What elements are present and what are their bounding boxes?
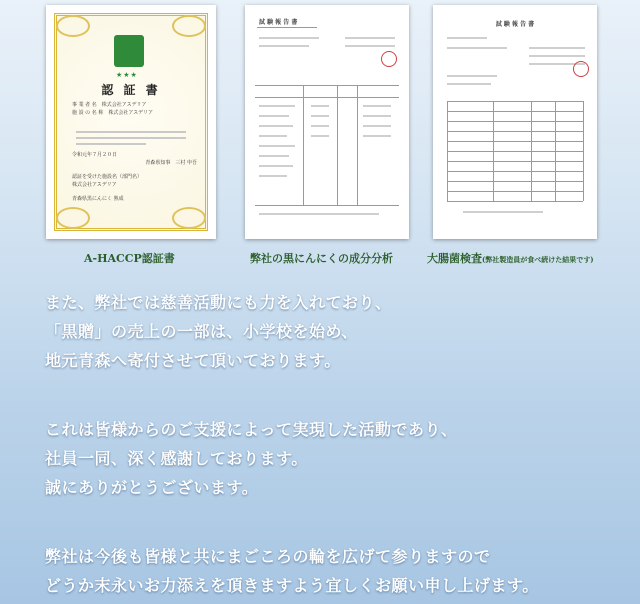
table-rule — [447, 111, 583, 112]
ornament-icon — [56, 15, 90, 37]
certificate-line: 事 業 者 名 株式会社アスデリア — [72, 102, 147, 108]
text-line — [447, 83, 491, 85]
rule — [257, 27, 317, 28]
certificate-title: 認 証 書 — [101, 83, 161, 97]
table-rule — [447, 101, 583, 102]
caption-haccp: A-HACCP認証書 — [84, 252, 175, 265]
report-title: 試 験 報 告 書 — [495, 21, 535, 28]
table-rule — [447, 201, 583, 202]
text-line — [363, 125, 391, 127]
text-line — [311, 125, 329, 127]
table-rule — [447, 161, 583, 162]
caption-composition: 弊社の黒にんにくの成分分析 — [250, 252, 393, 265]
text-line — [311, 115, 329, 117]
message-body — [45, 288, 635, 600]
seal-icon — [381, 51, 397, 67]
composition-analysis-image — [245, 5, 409, 239]
spacer — [45, 502, 635, 542]
table-rule — [447, 121, 583, 122]
text-line — [259, 145, 295, 147]
text-line — [311, 105, 329, 107]
table-rule — [447, 131, 583, 132]
table-rule — [447, 151, 583, 152]
ornament-icon — [56, 207, 90, 229]
caption-coliform-main: 大腸菌検査 — [427, 252, 482, 265]
certificate-text — [72, 151, 197, 203]
text-line — [529, 47, 585, 49]
star-icons: ★★★ — [116, 71, 138, 79]
table-rule — [447, 181, 583, 182]
text-line — [447, 37, 487, 39]
text-line — [259, 213, 379, 215]
table-rule — [447, 191, 583, 192]
paragraph-charity — [45, 288, 635, 375]
certificate-line: 施 設 の 名 称 株式会社アスデリア — [72, 110, 154, 116]
certificate-line: 株式会社アスデリア — [72, 182, 117, 188]
text-line — [259, 175, 287, 177]
text-line — [363, 105, 391, 107]
text-line — [76, 143, 146, 145]
document-gallery — [0, 0, 640, 270]
table-rule — [447, 141, 583, 142]
table-rule — [493, 101, 494, 201]
text-line — [259, 155, 289, 157]
text-line — [259, 37, 319, 39]
certificate-line: 令和元年７月２０日 — [72, 152, 118, 158]
paragraph-thanks — [45, 415, 635, 502]
text-line — [529, 55, 585, 57]
text-line — [345, 45, 395, 47]
report-title: 試 験 報 告 書 — [259, 19, 298, 26]
table-rule — [303, 85, 304, 205]
text-line — [259, 135, 287, 137]
text-line — [259, 165, 293, 167]
paragraph-closing — [45, 542, 635, 600]
text-line — [76, 131, 186, 133]
text-line: また、弊社では慈善活動にも力を入れており、 — [45, 293, 392, 312]
certificate-line: 青森県知事 三村 申吾 — [145, 160, 197, 166]
table-rule — [555, 101, 556, 201]
caption-coliform — [427, 250, 594, 266]
ornament-icon — [172, 207, 206, 229]
ornament-icon — [172, 15, 206, 37]
text-line — [363, 135, 391, 137]
table-rule — [337, 85, 338, 205]
table-rule — [255, 85, 399, 86]
text-line: 「黒贈」の売上の一部は、小学校を始め、 — [45, 322, 358, 341]
text-line — [259, 125, 293, 127]
text-line — [345, 37, 395, 39]
table-rule — [531, 101, 532, 201]
caption-coliform-note: (弊社製造員が食べ続けた結果です) — [482, 255, 594, 264]
text-line: どうか末永いお力添えを頂きますよう宜しくお願い申し上げます。 — [45, 576, 539, 595]
table-rule — [447, 101, 448, 201]
table-rule — [255, 97, 399, 98]
text-line: 弊社は今後も皆様と共にまごころの輪を広げて参りますので — [45, 547, 491, 566]
table-rule — [583, 101, 584, 201]
table-rule — [447, 171, 583, 172]
haccp-certificate-image — [46, 5, 216, 239]
certificate-line: 認証を受けた施設名（部門名） — [72, 174, 143, 180]
text-line — [76, 137, 186, 139]
table-rule — [255, 205, 399, 206]
haccp-mark-icon — [114, 35, 144, 67]
text-line — [463, 211, 543, 213]
certificate-text — [72, 101, 192, 117]
table-rule — [357, 85, 358, 205]
text-line: 誠にありがとうございます。 — [45, 478, 259, 497]
text-line: 社員一同、深く感謝しております。 — [45, 449, 308, 468]
seal-icon — [573, 61, 589, 77]
text-line — [447, 47, 507, 49]
text-line — [363, 115, 391, 117]
spacer — [45, 375, 635, 415]
text-line: 地元青森へ寄付させて頂いております。 — [45, 351, 341, 370]
text-line — [311, 135, 329, 137]
text-line — [447, 75, 497, 77]
text-line — [259, 105, 295, 107]
coliform-test-report-image — [433, 5, 597, 239]
text-line: これは皆様からのご支援によって実現した活動であり、 — [45, 420, 458, 439]
certificate-line: 青森県黒にんにく 熟成 — [72, 196, 124, 202]
text-line — [259, 115, 289, 117]
text-line — [259, 45, 309, 47]
